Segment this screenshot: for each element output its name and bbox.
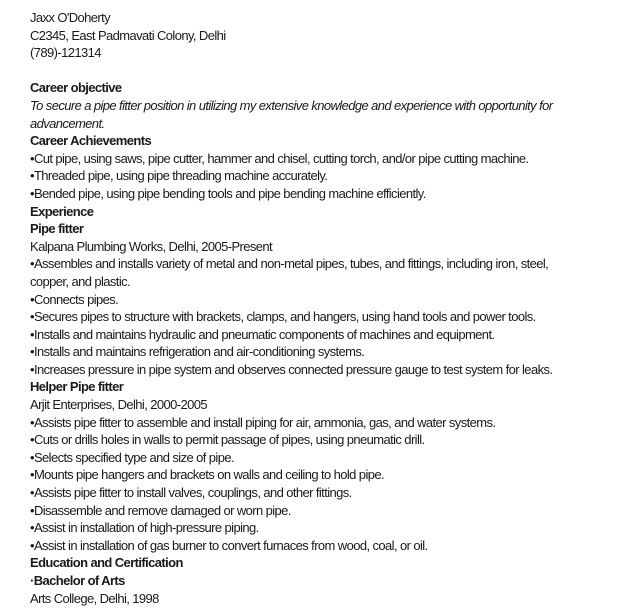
duty-bullet: •Assist in installation of gas burner to convert furnaces from wood, coal, or oil. [30, 537, 428, 553]
heading-career-achievements: Career Achievements [30, 133, 152, 149]
job-title-helper-pipe-fitter: Helper Pipe fitter [30, 379, 124, 395]
education-meta: Arts College, Delhi, 1998 [30, 590, 159, 606]
achievement-bullet: •Threaded pipe, using pipe threading machine accurately. [30, 168, 328, 184]
duty-bullet: •Installs and maintains refrigeration and air-conditioning systems. [30, 344, 365, 360]
job-title-pipe-fitter: Pipe fitter [30, 221, 84, 237]
duty-bullet: •Selects specified type and size of pipe. [30, 449, 234, 465]
duty-bullet: •Connects pipes. [30, 291, 119, 307]
contact-address: C2345, East Padmavati Colony, Delhi [30, 27, 226, 43]
blank-line [30, 62, 604, 80]
duty-bullet: •Disassemble and remove damaged or worn pipe. [30, 502, 291, 518]
degree-bachelor-of-arts: ·Bachelor of Arts [30, 573, 125, 588]
duty-bullet: •Assists pipe fitter to install valves, couplings, and other fittings. [30, 485, 352, 501]
resume-lines [30, 9, 604, 607]
duty-bullet-continuation: copper, and plastic. [30, 273, 131, 289]
objective-text-line-2: advancement. [30, 115, 105, 131]
contact-phone: (789)-121314 [30, 45, 101, 61]
duty-bullet: •Mounts pipe hangers and brackets on walls and ceiling to hold pipe. [30, 467, 384, 483]
job-meta-kalpana: Kalpana Plumbing Works, Delhi, 2005-Present [30, 238, 273, 254]
duty-bullet: •Cuts or drills holes in walls to permit passage of pipes, using pneumatic drill. [30, 432, 425, 448]
duty-bullet: •Assists pipe fitter to assemble and install piping for air, ammonia, gas, and water systems. [30, 414, 496, 430]
duty-bullet: •Assembles and installs variety of metal and non-metal pipes, tubes, and fittings, including iron, steel, [30, 256, 549, 272]
job-meta-arjit: Arjit Enterprises, Delhi, 2000-2005 [30, 397, 207, 413]
duty-bullet: •Assist in installation of high-pressure piping. [30, 520, 259, 536]
achievement-bullet: •Bended pipe, using pipe bending tools and pipe bending machine efficiently. [30, 185, 426, 201]
achievement-bullet: •Cut pipe, using saws, pipe cutter, hammer and chisel, cutting torch, and/or pipe cutting machine. [30, 150, 529, 166]
contact-name: Jaxx O'Doherty [30, 10, 111, 25]
duty-bullet: •Secures pipes to structure with brackets, clamps, and hangers, using hand tools and power tools. [30, 309, 536, 325]
objective-text-line-1: To secure a pipe fitter position in utilizing my extensive knowledge and experience with opportunity for [30, 97, 553, 113]
heading-education-certification: Education and Certification [30, 555, 183, 571]
duty-bullet: •Increases pressure in pipe system and observes connected pressure gauge to test system for leaks. [30, 361, 553, 377]
heading-experience: Experience [30, 203, 94, 219]
duty-bullet: •Installs and maintains hydraulic and pneumatic components of machines and equipment. [30, 326, 495, 342]
heading-career-objective: Career objective [30, 80, 122, 96]
